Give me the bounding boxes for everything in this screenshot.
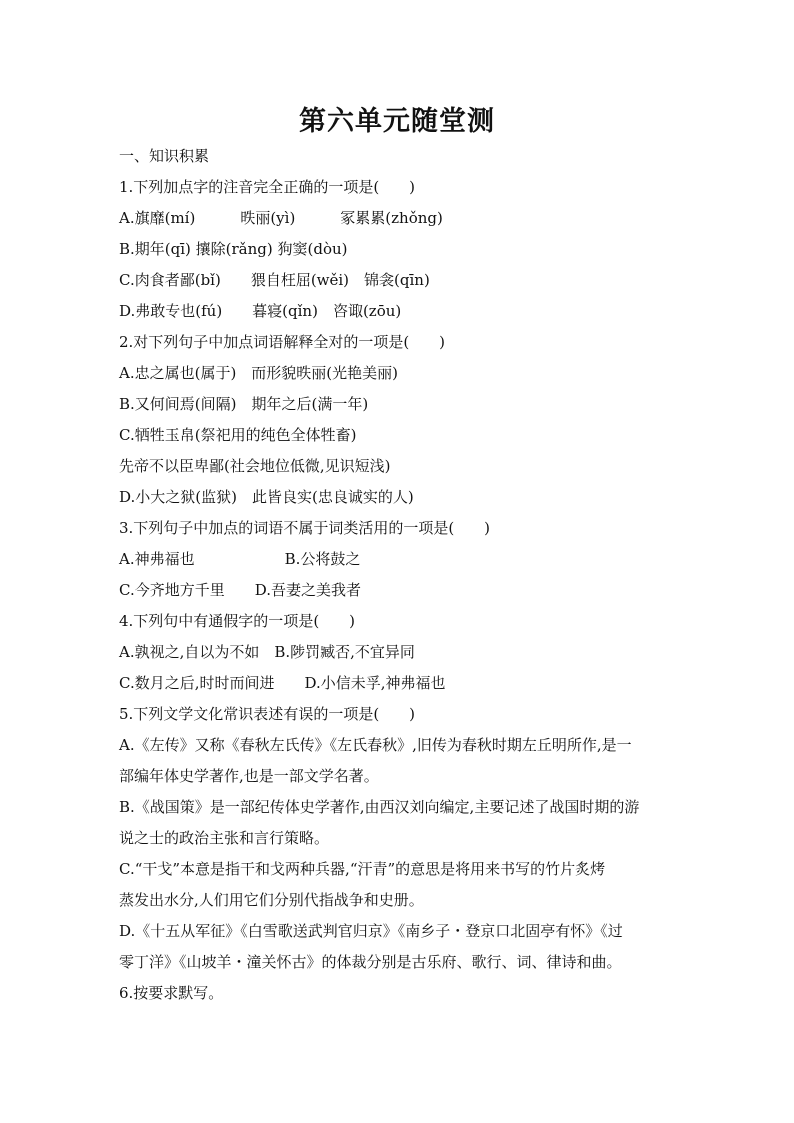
question-1-option-d: D.弗敢专也(fú) 暮寝(qǐn) 咨诹(zōu) [119, 302, 402, 320]
question-6-stem: 6.按要求默写。 [119, 984, 224, 1002]
question-2-option-b: B.又何间焉(间隔) 期年之后(满一年) [119, 395, 369, 413]
question-5-option-d: D.《十五从军征》《白雪歌送武判官归京》《南乡子・登京口北固亭有怀》《过 [119, 922, 623, 940]
page-title: 第六单元随堂测 [299, 106, 495, 137]
question-4-options-cd: C.数月之后,时时而间进 D.小信未孚,神弗福也 [119, 674, 446, 692]
question-5-option-a-cont: 部编年体史学著作,也是一部文学名著。 [119, 767, 379, 785]
question-2-option-c: C.牺牲玉帛(祭祀用的纯色全体牲畜) [119, 426, 357, 444]
question-4-stem: 4.下列句中有通假字的一项是( ) [119, 612, 356, 630]
question-1-option-b: B.期年(qī) 攘除(rǎng) 狗窦(dòu) [119, 240, 348, 258]
question-3-options-cd: C.今齐地方千里 D.吾妻之美我者 [119, 581, 361, 599]
question-1-option-a: A.旗靡(mí) 昳丽(yì) 冢累累(zhǒng) [119, 209, 443, 227]
question-1-stem: 1.下列加点字的注音完全正确的一项是( ) [119, 178, 416, 196]
question-2-stem: 2.对下列句子中加点词语解释全对的一项是( ) [119, 333, 446, 351]
question-2-option-c-cont: 先帝不以臣卑鄙(社会地位低微,见识短浅) [119, 457, 391, 475]
question-5-option-d-cont: 零丁洋》《山坡羊・潼关怀古》的体裁分别是古乐府、歌行、词、律诗和曲。 [119, 953, 622, 971]
question-5-option-b-cont: 说之士的政治主张和言行策略。 [119, 829, 330, 847]
question-3-options-ab: A.神弗福也 B.公将鼓之 [119, 550, 361, 568]
question-2-option-d: D.小大之狱(监狱) 此皆良实(忠良诚实的人) [119, 488, 414, 506]
question-5-option-c-cont: 蒸发出水分,人们用它们分别代指战争和史册。 [119, 891, 424, 909]
question-5-stem: 5.下列文学文化常识表述有误的一项是( ) [119, 705, 416, 723]
question-5-option-a: A.《左传》又称《春秋左氏传》《左氏春秋》,旧传为春秋时期左丘明所作,是一 [119, 736, 632, 754]
question-5-option-c: C.“干戈”本意是指干和戈两种兵器,“汗青”的意思是将用来书写的竹片炙烤 [119, 860, 606, 878]
question-5-option-b: B.《战国策》是一部纪传体史学著作,由西汉刘向编定,主要记述了战国时期的游 [119, 798, 640, 816]
section-heading: 一、知识积累 [119, 147, 210, 165]
question-1-option-c: C.肉食者鄙(bǐ) 猥自枉屈(wěi) 锦衾(qīn) [119, 271, 430, 289]
question-3-stem: 3.下列句子中加点的词语不属于词类活用的一项是( ) [119, 519, 491, 537]
question-2-option-a: A.忠之属也(属于) 而形貌昳丽(光艳美丽) [119, 364, 399, 382]
document-body [119, 141, 679, 1009]
question-4-options-ab: A.孰视之,自以为不如 B.陟罚臧否,不宜异同 [119, 643, 415, 661]
